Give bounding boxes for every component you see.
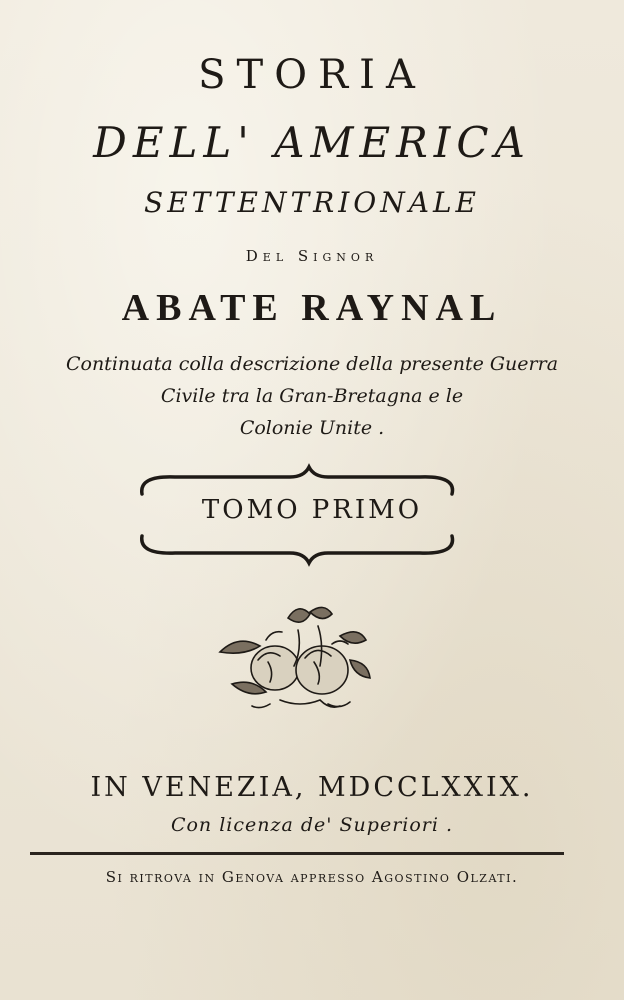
author-prefix: Del Signor (245, 247, 379, 265)
title-line-storia: STORIA (198, 52, 426, 98)
title-line-settentrionale: SETTENTRIONALE (144, 186, 480, 219)
volume-label: TOMO PRIMO (201, 495, 423, 525)
floral-fruit-vignette-icon (210, 600, 380, 720)
imprint-place-year: IN VENEZIA, MDCCLXXIX. (90, 772, 534, 803)
subtitle-line-1: Continuata colla descrizione della presente Guerra (65, 353, 559, 375)
subtitle-line-2: Civile tra la Gran-Bretagna e le (160, 385, 464, 407)
imprint-rule (30, 852, 564, 855)
license-line: Con licenza de' Superiori . (170, 814, 454, 836)
seller-line: Si ritrova in Genova appresso Agostino Olzati. (105, 868, 519, 886)
author-name: ABATE RAYNAL (121, 287, 503, 329)
title-line-dell-america: DELL' AMERICA (93, 118, 531, 167)
subtitle-line-3: Colonie Unite . (239, 417, 385, 439)
